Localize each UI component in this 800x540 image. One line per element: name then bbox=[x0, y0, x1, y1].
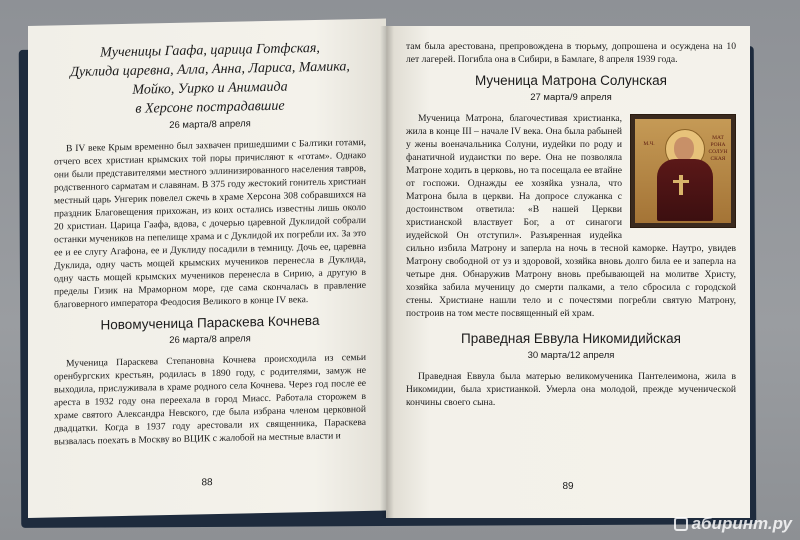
watermark-text: абиринт.ру bbox=[691, 514, 792, 533]
section-text: Мученица Параскева Степановна Кочнева происходила из семьи оренбургских крестьян, родилась в 1890 году, с родителями, замуж не выходила, прислуживала в храме родного села Кочнева. Через год после ее ареста в 1932 году она переехала в город Миасс. Работала сторожем в храме святого Александра Невского, где была избрана членом церковной двадцатки. Когда в 1937 году арестовали их священника, Параскева вызвалась поехать в Москву во ВЦИК с жалобой на местные власти и bbox=[54, 351, 366, 448]
left-page bbox=[28, 19, 386, 518]
saint-icon-image bbox=[630, 114, 736, 228]
right-page bbox=[386, 26, 750, 518]
title-line: Дуклида царевна, Алла, Анна, Лариса, Мамика, bbox=[70, 59, 350, 81]
section-title-evvula: Праведная Еввула Никомидийская bbox=[461, 331, 681, 346]
robe-shape bbox=[657, 159, 713, 221]
section-date: 26 марта/8 апреля bbox=[169, 118, 251, 132]
watermark-logo bbox=[674, 514, 792, 534]
book-gutter bbox=[380, 26, 394, 518]
section-text: Мученица Матрона, благочестивая христианка, жила в конце III – начале IV века. Она была рабыней у жены военачальника Солуни, иудейки по роду и фанатичной иудаистки по вере. Она не позволяла Матроне ходить в церковь, но та посещала ее втайне от госпожи. Однажды ее хозяйка узнала, что Матрона была в церкви. На допросе служанка с достоинством ответила: «В нашей Церкви христианской властвует Бог, а от синагоги иудейской Он отступил». Разъяренная иудейка сильно избила Матрону и заперла на ночь в тесной каморке. Наутро, увидев Матрону свободной от уз и здоровой, хозяйка вновь долго била ее и заперла на четыре дня. Обнаружив Матрону вновь пребывающей на молитве Христу, хозяйка забила мученицу до смерти палками, а тело сбросила с городской стены. Христиане нашли тело и с почестями погребли святую Матрону, построив на том месте посвященный ей храм. bbox=[406, 113, 736, 319]
labirint-logo-icon bbox=[674, 517, 688, 531]
page-number-left: 88 bbox=[201, 477, 213, 489]
continuation-text: там была арестована, препровождена в тюрьму, допрошена и осуждена на 10 лет лагерей. Погибла она в Сибири, в Бамлаге, 8 апреля 1939 года. bbox=[406, 41, 736, 65]
face-shape bbox=[674, 137, 694, 161]
section-date: 30 марта/12 апреля bbox=[527, 350, 615, 361]
section-date: 26 марта/8 апреля bbox=[169, 333, 251, 347]
section-title-matrona: Мученица Матрона Солунская bbox=[474, 73, 667, 88]
title-line: в Херсоне пострадавшие bbox=[135, 98, 285, 117]
page-number-right: 89 bbox=[562, 481, 574, 492]
icon-inscription-right: МАТ РОНА СОЛУН СКАЯ bbox=[708, 135, 728, 162]
cross-icon bbox=[679, 175, 683, 195]
section-date: 27 марта/9 апреля bbox=[530, 92, 612, 103]
section-text: В IV веке Крым временно был захвачен пришедшими с Балтики готами, отчего всех христиан крымских той поры причисляют к «готам». Однако они были представителями местного эллинизированного населения тавров, родственного сарматам и славянам. В 375 году жестокий гонитель христиан местный царь Унгерик повелел сжечь в храме Херсона 308 собравшихся на праздник Благовещения прихожан, из коих остались известны лишь около 20 христиан. Царица Гаафа, вдова, с дочерью царевной Дуклидой собрали останки мучеников на пепелище храма и с Дуклидой их погребли их. За это ее и ее слугу Агафона, ее и Дуклиду посадили в темницу. Дочь ее, царевна Дуклида, одну часть мощей крымских мучеников перенесла в Дуклида, одну часть мощей крымских мучеников перенесла в Сирию, а другую в пределы Гизик на Мраморном море, где сама скончалась в правление благоверного императора Феодосия Великого в конце IV века. bbox=[54, 136, 366, 311]
section-title-gaafa bbox=[54, 39, 366, 120]
title-line: Мученицы Гаафа, царица Готфская, bbox=[100, 40, 320, 61]
icon-inscription-left: М.Ч. bbox=[643, 141, 655, 147]
open-book bbox=[28, 26, 750, 518]
section-text: Праведная Еввула была матерью великомученика Пантелеимона, жила в Никомидии, была христианкой. Умерла она молодой, прежде мученической кончины своего сына. bbox=[406, 371, 736, 408]
title-line: Мойко, Уирко и Анимаида bbox=[132, 79, 288, 98]
section-title-paraskeva: Новомученица Параскева Кочнева bbox=[100, 312, 320, 333]
